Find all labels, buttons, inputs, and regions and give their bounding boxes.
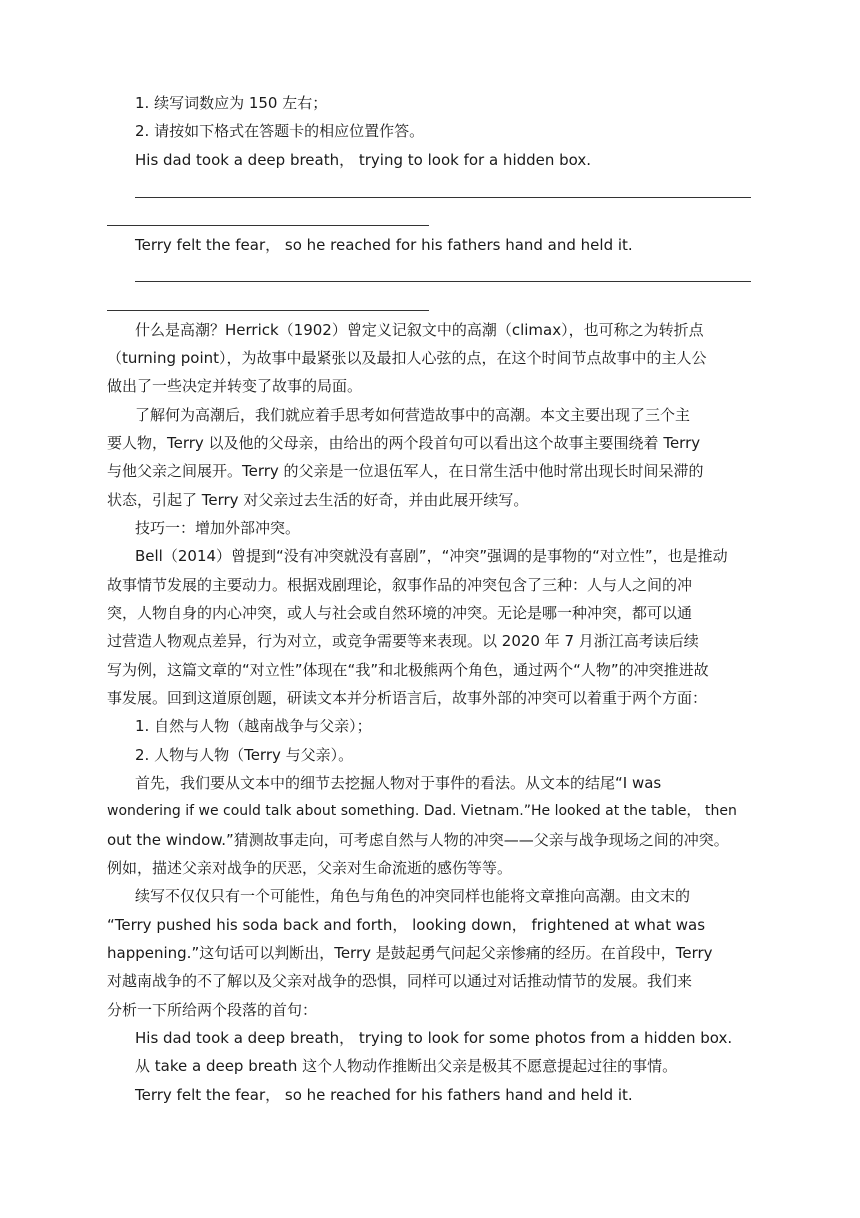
paragraph-line: 首先，我们要从文本中的细节去挖掘人物对于事件的看法。从文本的结尾“I was	[135, 774, 662, 792]
paragraph-line: 什么是高潮？Herrick（1902）曾定义记叙文中的高潮（climax），也可称之为转折点	[135, 321, 704, 339]
section-heading: 技巧一：增加外部冲突。	[135, 519, 301, 537]
paragraph-line: “Terry pushed his soda back and forth， looking down， frightened at what was	[107, 916, 706, 934]
paragraph-line: 例如，描述父亲对战争的厌恶，父亲对生命流逝的感伤等等。	[107, 859, 513, 877]
paragraph-line: happening.”这句话可以判断出，Terry 是鼓起勇气问起父亲惨痛的经历。在首段中，Terry	[107, 944, 713, 962]
paragraph-line: 事发展。回到这道原创题，研读文本并分析语言后，故事外部的冲突可以着重于两个方面：	[107, 689, 708, 707]
quoted-sentence: Terry felt the fear， so he reached for his fathers hand and held it.	[135, 1086, 633, 1104]
paragraph-line: out the window.”猜测故事走向，可考虑自然与人物的冲突——父亲与战争现场之间的冲突。	[107, 831, 729, 849]
paragraph-line: 过营造人物观点差异，行为对立，或竞争需要等来表现。以 2020 年 7 月浙江高考读后续	[107, 632, 699, 650]
analysis-note: 从 take a deep breath 这个人物动作推断出父亲是极其不愿意提起过往的事情。	[135, 1057, 678, 1075]
instruction-item-2: 2. 请按如下格式在答题卡的相应位置作答。	[135, 122, 425, 140]
paragraph-line: Bell（2014）曾提到“没有冲突就没有喜剧”，“冲突”强调的是事物的“对立性”，也是推动	[135, 547, 728, 565]
paragraph-line: 续写不仅仅只有一个可能性，角色与角色的冲突同样也能将文章推向高潮。由文末的	[135, 887, 691, 905]
paragraph-line: 写为例，这篇文章的“对立性”体现在“我”和北极熊两个角色，通过两个“人物”的冲突推进故	[107, 661, 709, 679]
paragraph-line: 对越南战争的不了解以及父亲对战争的恐惧，同样可以通过对话推动情节的发展。我们来	[107, 972, 693, 990]
paragraph-line: 分析一下所给两个段落的首句：	[107, 1001, 318, 1019]
quoted-sentence: His dad took a deep breath， trying to look for some photos from a hidden box.	[135, 1029, 733, 1047]
answer-line	[135, 197, 751, 198]
answer-line	[135, 281, 751, 282]
paragraph-line: （turning point），为故事中最紧张以及最扣人心弦的点，在这个时间节点故事中的主人公	[107, 349, 707, 367]
paragraph-line: 状态，引起了 Terry 对父亲过去生活的好奇，并由此展开续写。	[107, 491, 529, 509]
paragraph-line: 与他父亲之间展开。Terry 的父亲是一位退伍军人，在日常生活中他时常出现长时间呆滞的	[107, 462, 704, 480]
paragraph-line: 故事情节发展的主要动力。根据戏剧理论，叙事作品的冲突包含了三种：人与人之间的冲	[107, 576, 693, 594]
paragraph-line: wondering if we could talk about something. Dad. Vietnam.”He looked at the table， then	[107, 803, 737, 819]
answer-line	[107, 225, 429, 226]
prompt-second-sentence: Terry felt the fear， so he reached for his fathers hand and held it.	[135, 236, 633, 254]
paragraph-line: 要人物，Terry 以及他的父母亲，由给出的两个段首句可以看出这个故事主要围绕着 Terry	[107, 434, 701, 452]
answer-line	[107, 310, 429, 311]
prompt-first-sentence: His dad took a deep breath， trying to look for a hidden box.	[135, 151, 592, 169]
list-item: 2. 人物与人物（Terry 与父亲）。	[135, 746, 354, 764]
paragraph-line: 突，人物自身的内心冲突，或人与社会或自然环境的冲突。无论是哪一种冲突，都可以通	[107, 604, 693, 622]
paragraph-line: 做出了一些决定并转变了故事的局面。	[107, 377, 363, 395]
paragraph-line: 了解何为高潮后，我们就应着手思考如何营造故事中的高潮。本文主要出现了三个主	[135, 406, 691, 424]
instruction-item-1: 1. 续写词数应为 150 左右；	[135, 94, 328, 112]
list-item: 1. 自然与人物（越南战争与父亲）；	[135, 717, 372, 735]
